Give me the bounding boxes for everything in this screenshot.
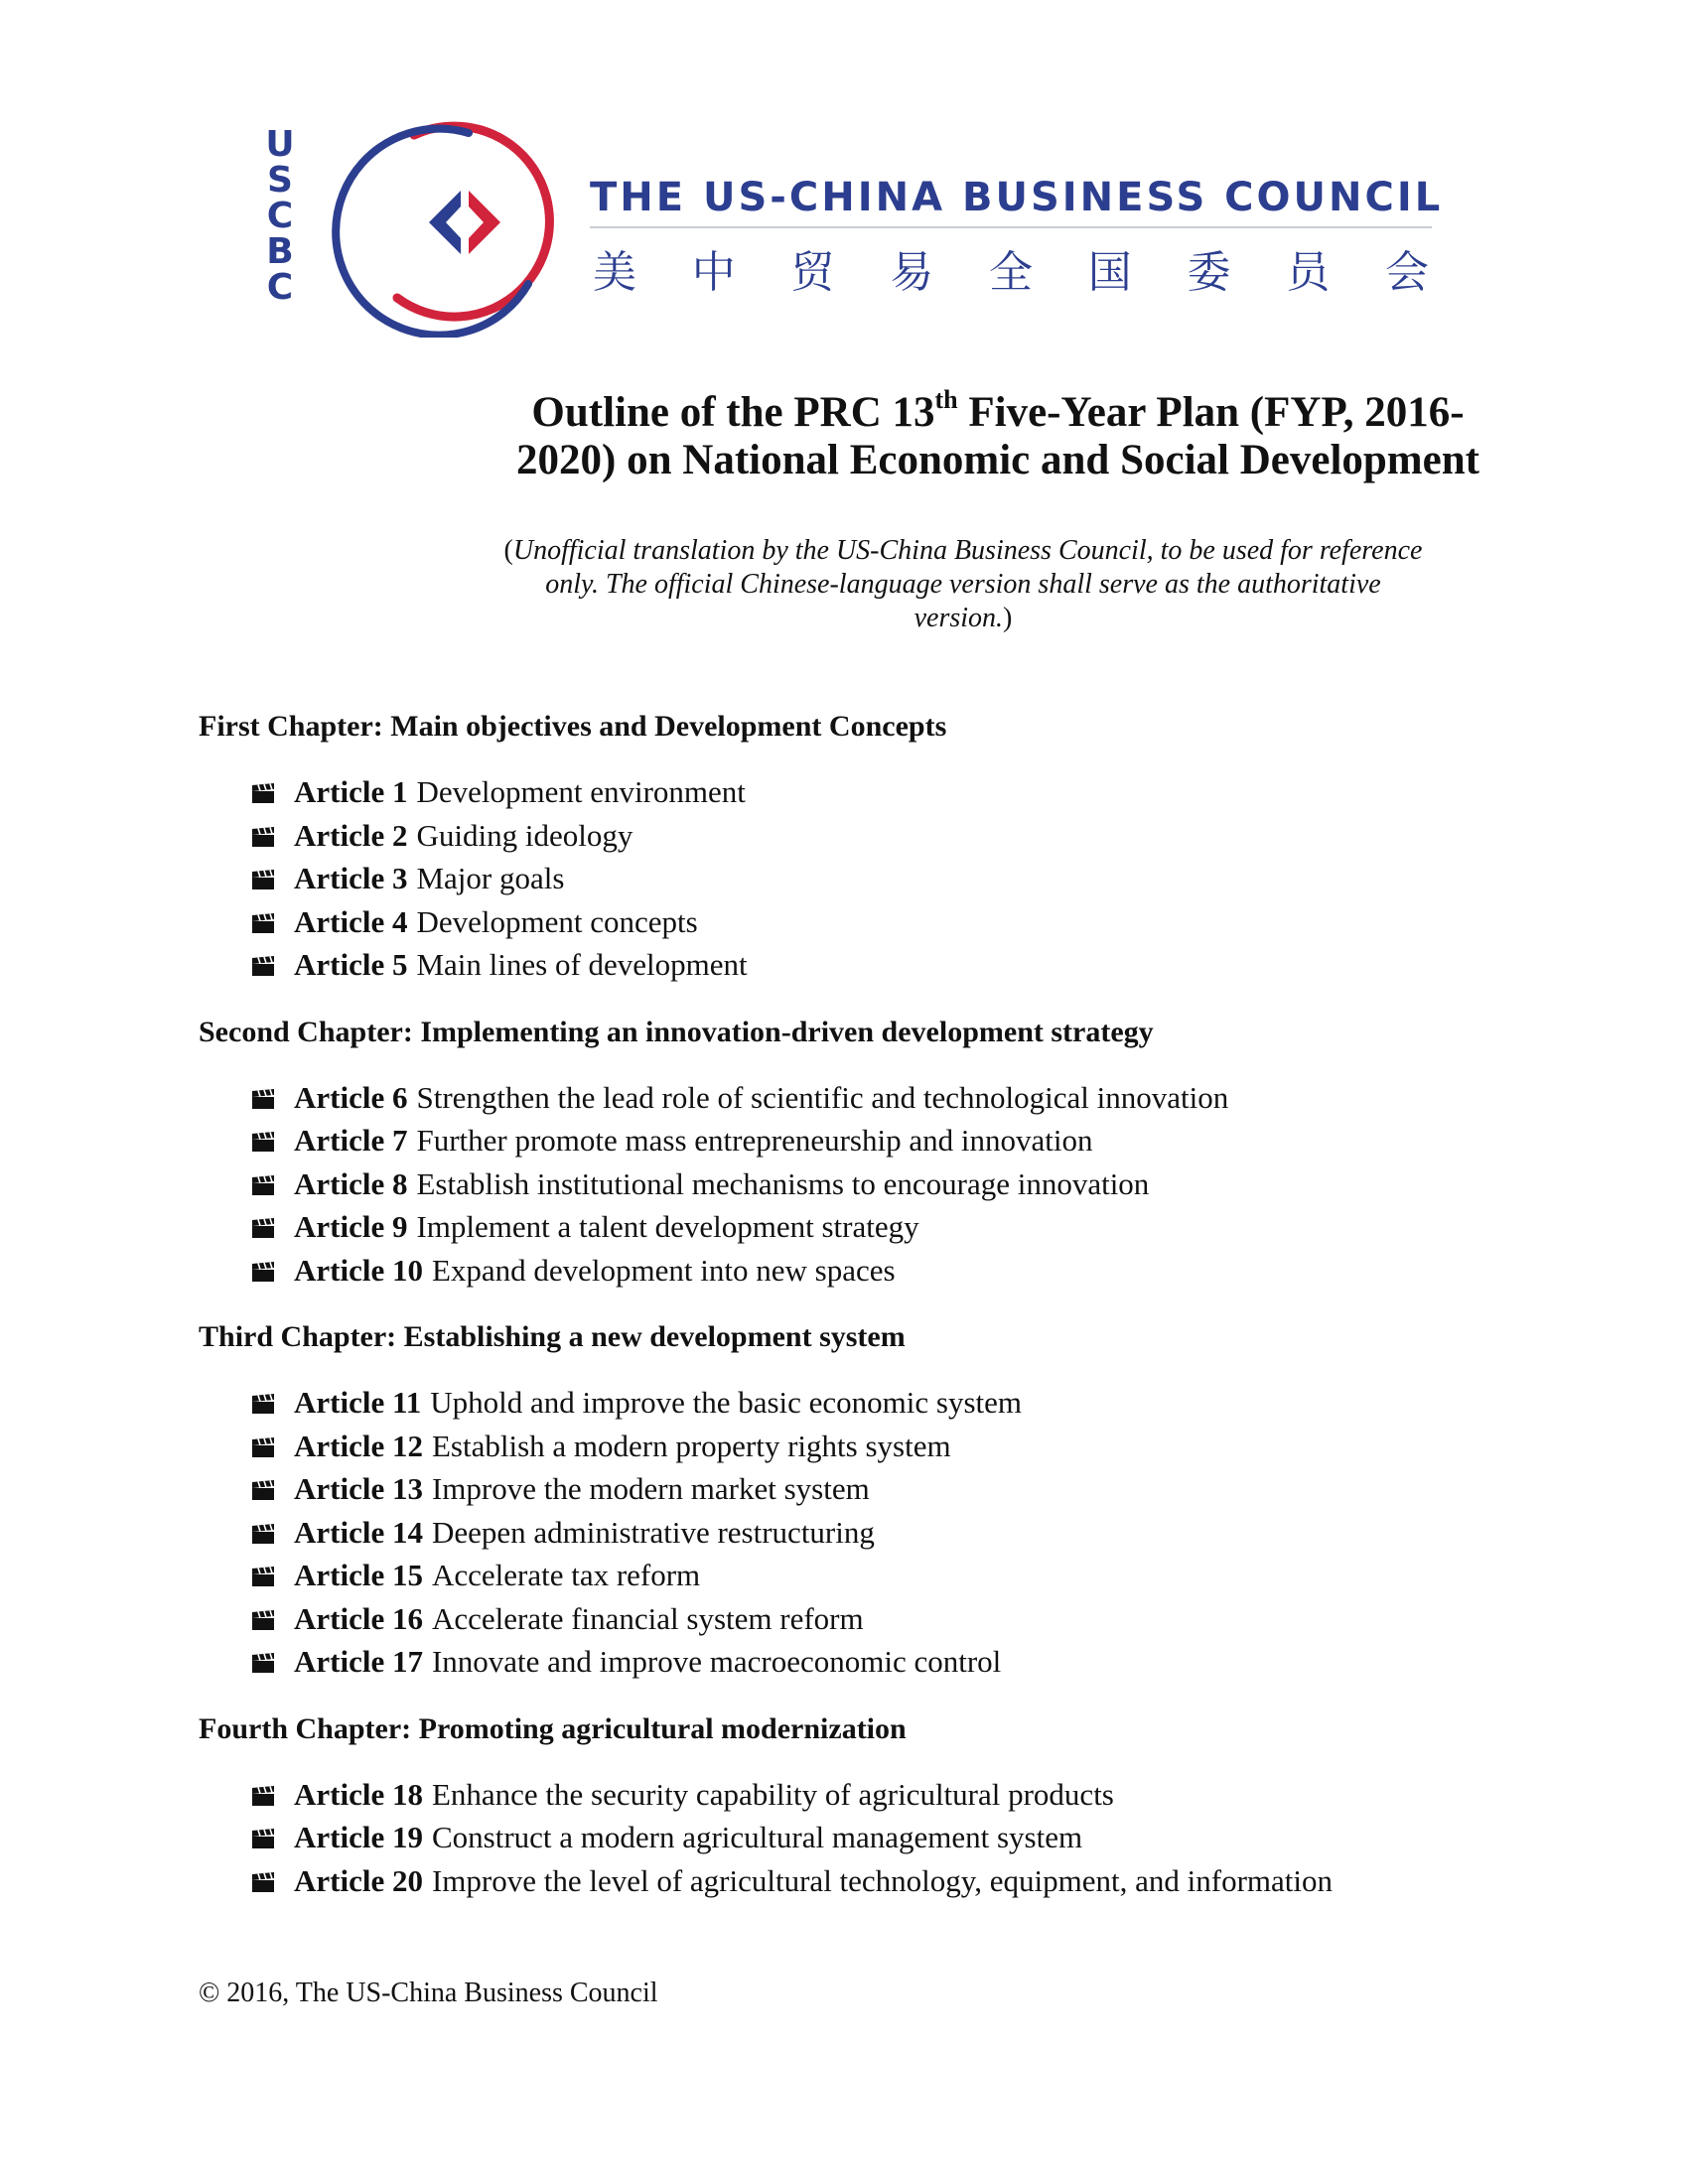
article-title: Establish a modern property rights system	[431, 1428, 951, 1463]
note-close-paren: )	[1003, 603, 1013, 633]
article-title: Uphold and improve the basic economic system	[430, 1385, 1023, 1420]
logo-cn-char: 员	[1286, 247, 1331, 298]
article-item	[250, 1076, 1589, 1120]
article-number: Article 11	[294, 1385, 422, 1420]
logo-letter: B	[266, 231, 294, 272]
article-list	[250, 1381, 1589, 1684]
article-item	[250, 814, 1589, 858]
article-title: Implement a talent development strategy	[416, 1209, 919, 1244]
clapperboard-bullet-icon	[250, 1513, 276, 1535]
clapperboard-bullet-icon	[250, 1121, 276, 1143]
clapperboard-bullet-icon	[250, 1642, 276, 1664]
article-title: Establish institutional mechanisms to encourage innovation	[416, 1165, 1150, 1201]
article-item	[250, 1119, 1589, 1162]
logo-cn-char: 国	[1087, 247, 1132, 298]
article-item	[250, 770, 1589, 814]
logo-letter: S	[267, 160, 293, 201]
logo-letter: C	[266, 267, 294, 308]
logo-cn-char: 易	[890, 247, 934, 298]
article-item	[250, 943, 1589, 987]
article-title: Accelerate financial system reform	[431, 1600, 864, 1636]
note-open-paren: (	[503, 535, 513, 566]
logo-letter: C	[266, 196, 294, 236]
uscbc-logo	[260, 109, 1444, 338]
article-item	[250, 1597, 1589, 1641]
chapter-heading: First Chapter: Main objectives and Development Concepts	[199, 710, 947, 743]
article-list	[250, 1076, 1589, 1293]
clapperboard-bullet-icon	[250, 772, 276, 794]
article-item	[250, 857, 1589, 900]
clapperboard-bullet-icon	[250, 902, 276, 924]
chapter-heading: Fourth Chapter: Promoting agricultural modernization	[199, 1711, 907, 1745]
logo-cn-char: 中	[691, 247, 736, 298]
article-title: Construct a modern agricultural management system	[431, 1820, 1083, 1854]
article-number: Article 13	[294, 1471, 423, 1506]
clapperboard-bullet-icon	[250, 1207, 276, 1229]
chapter-section	[199, 1709, 1589, 1903]
title-part2: Five-Year Plan (FYP, 2016-	[957, 389, 1465, 436]
article-title: Development concepts	[416, 903, 698, 939]
article-title: Main lines of development	[416, 947, 748, 982]
article-number: Article 7	[294, 1123, 408, 1158]
clapperboard-bullet-icon	[250, 1818, 276, 1840]
article-list	[250, 770, 1589, 987]
article-list	[250, 1773, 1589, 1903]
chapter-heading: Third Chapter: Establishing a new development system	[199, 1320, 906, 1353]
logo-cn-char: 委	[1187, 247, 1231, 298]
article-number: Article 16	[294, 1600, 423, 1636]
title-part1: Outline of the PRC 13	[531, 389, 935, 436]
chapter-heading: Second Chapter: Implementing an innovation-driven development strategy	[199, 1015, 1154, 1048]
logo-cn-char: 会	[1385, 247, 1429, 298]
logo-acronym	[260, 124, 300, 308]
clapperboard-bullet-icon	[250, 1078, 276, 1100]
logo-emblem-icon	[320, 109, 558, 338]
article-number: Article 12	[294, 1428, 423, 1463]
article-title: Expand development into new spaces	[431, 1252, 896, 1288]
article-item	[250, 1425, 1589, 1468]
article-number: Article 10	[294, 1252, 423, 1288]
article-title: Development environment	[416, 774, 746, 809]
article-item	[250, 1249, 1589, 1293]
clapperboard-bullet-icon	[250, 945, 276, 967]
article-number: Article 18	[294, 1776, 423, 1812]
title-line2: 2020) on National Economic and Social Development	[516, 437, 1479, 483]
logo-chinese-name	[588, 236, 1434, 300]
clapperboard-bullet-icon	[250, 1251, 276, 1273]
document-title	[467, 385, 1529, 484]
clapperboard-bullet-icon	[250, 859, 276, 881]
article-item	[250, 1381, 1589, 1425]
article-number: Article 20	[294, 1862, 423, 1898]
clapperboard-bullet-icon	[250, 1861, 276, 1883]
article-number: Article 8	[294, 1165, 408, 1201]
article-item	[250, 1816, 1589, 1859]
logo-cn-char: 贸	[790, 247, 835, 298]
article-title: Guiding ideology	[416, 817, 633, 853]
article-number: Article 17	[294, 1644, 423, 1679]
logo-cn-char: 美	[593, 247, 636, 298]
article-number: Article 9	[294, 1209, 408, 1244]
article-number: Article 3	[294, 861, 408, 895]
article-title: Innovate and improve macroeconomic control	[431, 1644, 1002, 1679]
article-item	[250, 1640, 1589, 1684]
article-title: Strengthen the lead role of scientific and technological innovation	[416, 1079, 1229, 1115]
note-text: Unofficial translation by the US-China Business Council, to be used for reference only. The official Chinese-language version shall serve as the authoritative version.	[512, 535, 1423, 633]
logo-letter: U	[265, 124, 295, 165]
clapperboard-bullet-icon	[250, 1599, 276, 1621]
article-item	[250, 1511, 1589, 1555]
logo-cn-char: 全	[989, 247, 1033, 298]
chapter-section	[199, 707, 1589, 987]
article-item	[250, 1554, 1589, 1597]
article-item	[250, 1467, 1589, 1511]
article-number: Article 14	[294, 1514, 423, 1550]
clapperboard-bullet-icon	[250, 1775, 276, 1797]
article-number: Article 1	[294, 774, 408, 809]
clapperboard-bullet-icon	[250, 1556, 276, 1577]
article-item	[250, 1205, 1589, 1249]
article-number: Article 6	[294, 1079, 408, 1115]
table-of-contents	[199, 707, 1589, 1928]
title-superscript: th	[934, 385, 958, 414]
clapperboard-bullet-icon	[250, 1164, 276, 1186]
article-number: Article 19	[294, 1820, 423, 1854]
copyright-footer: © 2016, The US-China Business Council	[199, 1978, 658, 2008]
article-number: Article 4	[294, 903, 408, 939]
article-number: Article 2	[294, 817, 408, 853]
article-title: Improve the modern market system	[431, 1471, 870, 1506]
article-item	[250, 1859, 1589, 1903]
clapperboard-bullet-icon	[250, 1427, 276, 1448]
article-title: Improve the level of agricultural technology, equipment, and information	[431, 1862, 1334, 1898]
chapter-section	[199, 1317, 1589, 1684]
article-title: Major goals	[416, 861, 565, 895]
article-item	[250, 1773, 1589, 1817]
article-number: Article 5	[294, 947, 408, 982]
article-item	[250, 900, 1589, 944]
article-title: Further promote mass entrepreneurship and innovation	[416, 1123, 1093, 1158]
article-title: Accelerate tax reform	[431, 1558, 701, 1592]
article-number: Article 15	[294, 1558, 423, 1592]
article-item	[250, 1162, 1589, 1206]
translation-note	[496, 534, 1430, 635]
clapperboard-bullet-icon	[250, 1469, 276, 1491]
clapperboard-bullet-icon	[250, 816, 276, 838]
clapperboard-bullet-icon	[250, 1383, 276, 1405]
article-title: Deepen administrative restructuring	[431, 1514, 875, 1550]
logo-title: THE US-CHINA BUSINESS COUNCIL	[590, 175, 1444, 220]
logo-divider	[590, 226, 1432, 228]
chapter-section	[199, 1013, 1589, 1293]
article-title: Enhance the security capability of agricultural products	[431, 1776, 1114, 1812]
